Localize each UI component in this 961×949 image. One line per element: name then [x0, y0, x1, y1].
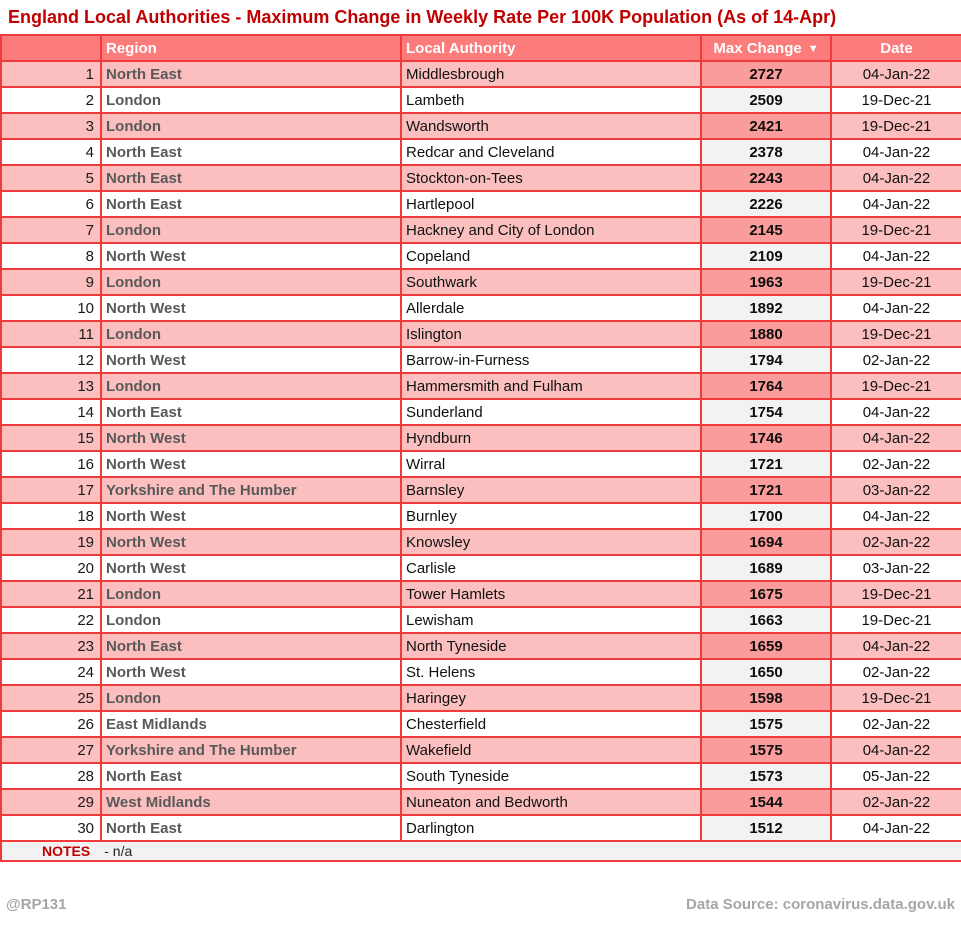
author-handle: @RP131	[6, 896, 67, 913]
notes-row	[1, 841, 961, 861]
rank-cell: 12	[1, 347, 101, 373]
region-cell: London	[101, 87, 401, 113]
max-change-cell: 2509	[701, 87, 831, 113]
region-cell: London	[101, 607, 401, 633]
max-change-cell: 1721	[701, 451, 831, 477]
max-change-cell: 1659	[701, 633, 831, 659]
table-row	[1, 191, 961, 217]
local-authority-cell: Haringey	[401, 685, 701, 711]
date-cell: 19-Dec-21	[831, 581, 961, 607]
header-max-change-label: Max Change	[713, 39, 802, 57]
region-cell: North West	[101, 347, 401, 373]
rank-cell: 30	[1, 815, 101, 841]
max-change-cell: 2109	[701, 243, 831, 269]
max-change-cell: 1764	[701, 373, 831, 399]
date-cell: 04-Jan-22	[831, 139, 961, 165]
table-row	[1, 113, 961, 139]
footer-bar	[0, 862, 961, 949]
region-cell: London	[101, 217, 401, 243]
date-cell: 19-Dec-21	[831, 217, 961, 243]
data-source: Data Source: coronavirus.data.gov.uk	[686, 896, 955, 913]
header-row	[1, 35, 961, 61]
sort-descending-icon[interactable]: ▼	[807, 42, 819, 55]
rank-cell: 10	[1, 295, 101, 321]
table-row	[1, 451, 961, 477]
region-cell: North West	[101, 503, 401, 529]
table-row	[1, 737, 961, 763]
rank-cell: 4	[1, 139, 101, 165]
rank-cell: 9	[1, 269, 101, 295]
table-row	[1, 789, 961, 815]
local-authority-cell: St. Helens	[401, 659, 701, 685]
table-row	[1, 425, 961, 451]
header-region: Region	[101, 35, 401, 61]
max-change-cell: 1675	[701, 581, 831, 607]
table-row	[1, 165, 961, 191]
date-cell: 02-Jan-22	[831, 529, 961, 555]
region-cell: North West	[101, 295, 401, 321]
rank-cell: 28	[1, 763, 101, 789]
date-cell: 04-Jan-22	[831, 295, 961, 321]
rank-cell: 18	[1, 503, 101, 529]
table-footer	[1, 841, 961, 861]
region-cell: London	[101, 321, 401, 347]
region-cell: North West	[101, 555, 401, 581]
rank-cell: 2	[1, 87, 101, 113]
header-rank	[1, 35, 101, 61]
notes-label: NOTES	[42, 843, 91, 859]
local-authority-cell: Hammersmith and Fulham	[401, 373, 701, 399]
table-row	[1, 711, 961, 737]
region-cell: North East	[101, 139, 401, 165]
header-local-authority: Local Authority	[401, 35, 701, 61]
date-cell: 04-Jan-22	[831, 633, 961, 659]
max-change-cell: 1575	[701, 737, 831, 763]
rank-cell: 11	[1, 321, 101, 347]
table-row	[1, 243, 961, 269]
table-header	[1, 35, 961, 61]
local-authority-cell: Redcar and Cleveland	[401, 139, 701, 165]
table-row	[1, 477, 961, 503]
table-row	[1, 555, 961, 581]
date-cell: 19-Dec-21	[831, 373, 961, 399]
region-cell: North West	[101, 451, 401, 477]
region-cell: London	[101, 113, 401, 139]
local-authority-cell: Stockton-on-Tees	[401, 165, 701, 191]
table-row	[1, 633, 961, 659]
date-cell: 02-Jan-22	[831, 659, 961, 685]
rank-cell: 5	[1, 165, 101, 191]
table-row	[1, 815, 961, 841]
max-change-cell: 1721	[701, 477, 831, 503]
region-cell: West Midlands	[101, 789, 401, 815]
date-cell: 04-Jan-22	[831, 399, 961, 425]
rank-cell: 22	[1, 607, 101, 633]
local-authority-cell: Lewisham	[401, 607, 701, 633]
region-cell: North East	[101, 633, 401, 659]
table-row	[1, 503, 961, 529]
date-cell: 02-Jan-22	[831, 347, 961, 373]
region-cell: North East	[101, 191, 401, 217]
region-cell: North East	[101, 399, 401, 425]
local-authority-cell: Middlesbrough	[401, 61, 701, 87]
date-cell: 04-Jan-22	[831, 425, 961, 451]
local-authority-cell: Copeland	[401, 243, 701, 269]
table-row	[1, 763, 961, 789]
rank-cell: 17	[1, 477, 101, 503]
rank-cell: 19	[1, 529, 101, 555]
table-row	[1, 347, 961, 373]
table-row	[1, 607, 961, 633]
table-row	[1, 373, 961, 399]
region-cell: North East	[101, 165, 401, 191]
region-cell: London	[101, 373, 401, 399]
region-cell: London	[101, 581, 401, 607]
rank-cell: 8	[1, 243, 101, 269]
local-authority-cell: Carlisle	[401, 555, 701, 581]
date-cell: 04-Jan-22	[831, 737, 961, 763]
local-authority-cell: Nuneaton and Bedworth	[401, 789, 701, 815]
local-authority-cell: Southwark	[401, 269, 701, 295]
date-cell: 02-Jan-22	[831, 789, 961, 815]
date-cell: 02-Jan-22	[831, 451, 961, 477]
rank-cell: 16	[1, 451, 101, 477]
date-cell: 04-Jan-22	[831, 191, 961, 217]
local-authority-cell: Darlington	[401, 815, 701, 841]
notes-cell	[1, 841, 961, 861]
max-change-cell: 1700	[701, 503, 831, 529]
date-cell: 04-Jan-22	[831, 165, 961, 191]
table-row	[1, 321, 961, 347]
max-change-cell: 2378	[701, 139, 831, 165]
rank-cell: 3	[1, 113, 101, 139]
max-change-cell: 2145	[701, 217, 831, 243]
date-cell: 19-Dec-21	[831, 685, 961, 711]
local-authority-cell: Wirral	[401, 451, 701, 477]
local-authority-cell: Tower Hamlets	[401, 581, 701, 607]
header-max-change[interactable]	[701, 35, 831, 61]
max-change-cell: 1650	[701, 659, 831, 685]
region-cell: Yorkshire and The Humber	[101, 737, 401, 763]
date-cell: 04-Jan-22	[831, 243, 961, 269]
local-authorities-table	[0, 34, 961, 862]
region-cell: Yorkshire and The Humber	[101, 477, 401, 503]
date-cell: 05-Jan-22	[831, 763, 961, 789]
max-change-cell: 2243	[701, 165, 831, 191]
max-change-cell: 1689	[701, 555, 831, 581]
rank-cell: 29	[1, 789, 101, 815]
table-row	[1, 685, 961, 711]
local-authority-cell: Wandsworth	[401, 113, 701, 139]
max-change-cell: 1880	[701, 321, 831, 347]
date-cell: 04-Jan-22	[831, 503, 961, 529]
local-authority-cell: South Tyneside	[401, 763, 701, 789]
region-cell: North East	[101, 61, 401, 87]
region-cell: North West	[101, 659, 401, 685]
rank-cell: 20	[1, 555, 101, 581]
header-date: Date	[831, 35, 961, 61]
max-change-cell: 1512	[701, 815, 831, 841]
date-cell: 19-Dec-21	[831, 87, 961, 113]
region-cell: North East	[101, 763, 401, 789]
date-cell: 03-Jan-22	[831, 555, 961, 581]
region-cell: North West	[101, 243, 401, 269]
local-authority-cell: Sunderland	[401, 399, 701, 425]
date-cell: 19-Dec-21	[831, 113, 961, 139]
date-cell: 19-Dec-21	[831, 607, 961, 633]
table-row	[1, 581, 961, 607]
local-authority-cell: Knowsley	[401, 529, 701, 555]
notes-text: - n/a	[104, 843, 133, 859]
rank-cell: 7	[1, 217, 101, 243]
rank-cell: 14	[1, 399, 101, 425]
max-change-cell: 2226	[701, 191, 831, 217]
rank-cell: 13	[1, 373, 101, 399]
rank-cell: 27	[1, 737, 101, 763]
local-authority-cell: Wakefield	[401, 737, 701, 763]
table-row	[1, 217, 961, 243]
local-authority-cell: Allerdale	[401, 295, 701, 321]
table-row	[1, 399, 961, 425]
region-cell: London	[101, 269, 401, 295]
region-cell: North West	[101, 529, 401, 555]
max-change-cell: 1663	[701, 607, 831, 633]
local-authority-cell: Hartlepool	[401, 191, 701, 217]
max-change-cell: 1794	[701, 347, 831, 373]
local-authority-cell: Islington	[401, 321, 701, 347]
date-cell: 04-Jan-22	[831, 815, 961, 841]
table-row	[1, 139, 961, 165]
local-authority-cell: Hackney and City of London	[401, 217, 701, 243]
local-authority-cell: Lambeth	[401, 87, 701, 113]
region-cell: North West	[101, 425, 401, 451]
rank-cell: 15	[1, 425, 101, 451]
max-change-cell: 1544	[701, 789, 831, 815]
date-cell: 03-Jan-22	[831, 477, 961, 503]
max-change-cell: 1746	[701, 425, 831, 451]
max-change-cell: 1694	[701, 529, 831, 555]
table-body	[1, 61, 961, 841]
max-change-cell: 1892	[701, 295, 831, 321]
page-title: England Local Authorities - Maximum Change in Weekly Rate Per 100K Population (As of 14-Apr)	[8, 7, 837, 27]
date-cell: 19-Dec-21	[831, 321, 961, 347]
rank-cell: 6	[1, 191, 101, 217]
local-authority-cell: Barrow-in-Furness	[401, 347, 701, 373]
region-cell: London	[101, 685, 401, 711]
table-row	[1, 529, 961, 555]
max-change-cell: 1598	[701, 685, 831, 711]
rank-cell: 23	[1, 633, 101, 659]
local-authority-cell: Hyndburn	[401, 425, 701, 451]
table-row	[1, 269, 961, 295]
table-row	[1, 295, 961, 321]
date-cell: 04-Jan-22	[831, 61, 961, 87]
rank-cell: 25	[1, 685, 101, 711]
max-change-cell: 1575	[701, 711, 831, 737]
max-change-cell: 2421	[701, 113, 831, 139]
table-row	[1, 659, 961, 685]
table-row	[1, 61, 961, 87]
max-change-cell: 1754	[701, 399, 831, 425]
max-change-cell: 1573	[701, 763, 831, 789]
region-cell: East Midlands	[101, 711, 401, 737]
region-cell: North East	[101, 815, 401, 841]
date-cell: 19-Dec-21	[831, 269, 961, 295]
local-authority-cell: North Tyneside	[401, 633, 701, 659]
local-authority-cell: Chesterfield	[401, 711, 701, 737]
local-authority-cell: Barnsley	[401, 477, 701, 503]
table-row	[1, 87, 961, 113]
date-cell: 02-Jan-22	[831, 711, 961, 737]
max-change-cell: 2727	[701, 61, 831, 87]
local-authority-cell: Burnley	[401, 503, 701, 529]
max-change-cell: 1963	[701, 269, 831, 295]
rank-cell: 26	[1, 711, 101, 737]
rank-cell: 24	[1, 659, 101, 685]
rank-cell: 1	[1, 61, 101, 87]
rank-cell: 21	[1, 581, 101, 607]
